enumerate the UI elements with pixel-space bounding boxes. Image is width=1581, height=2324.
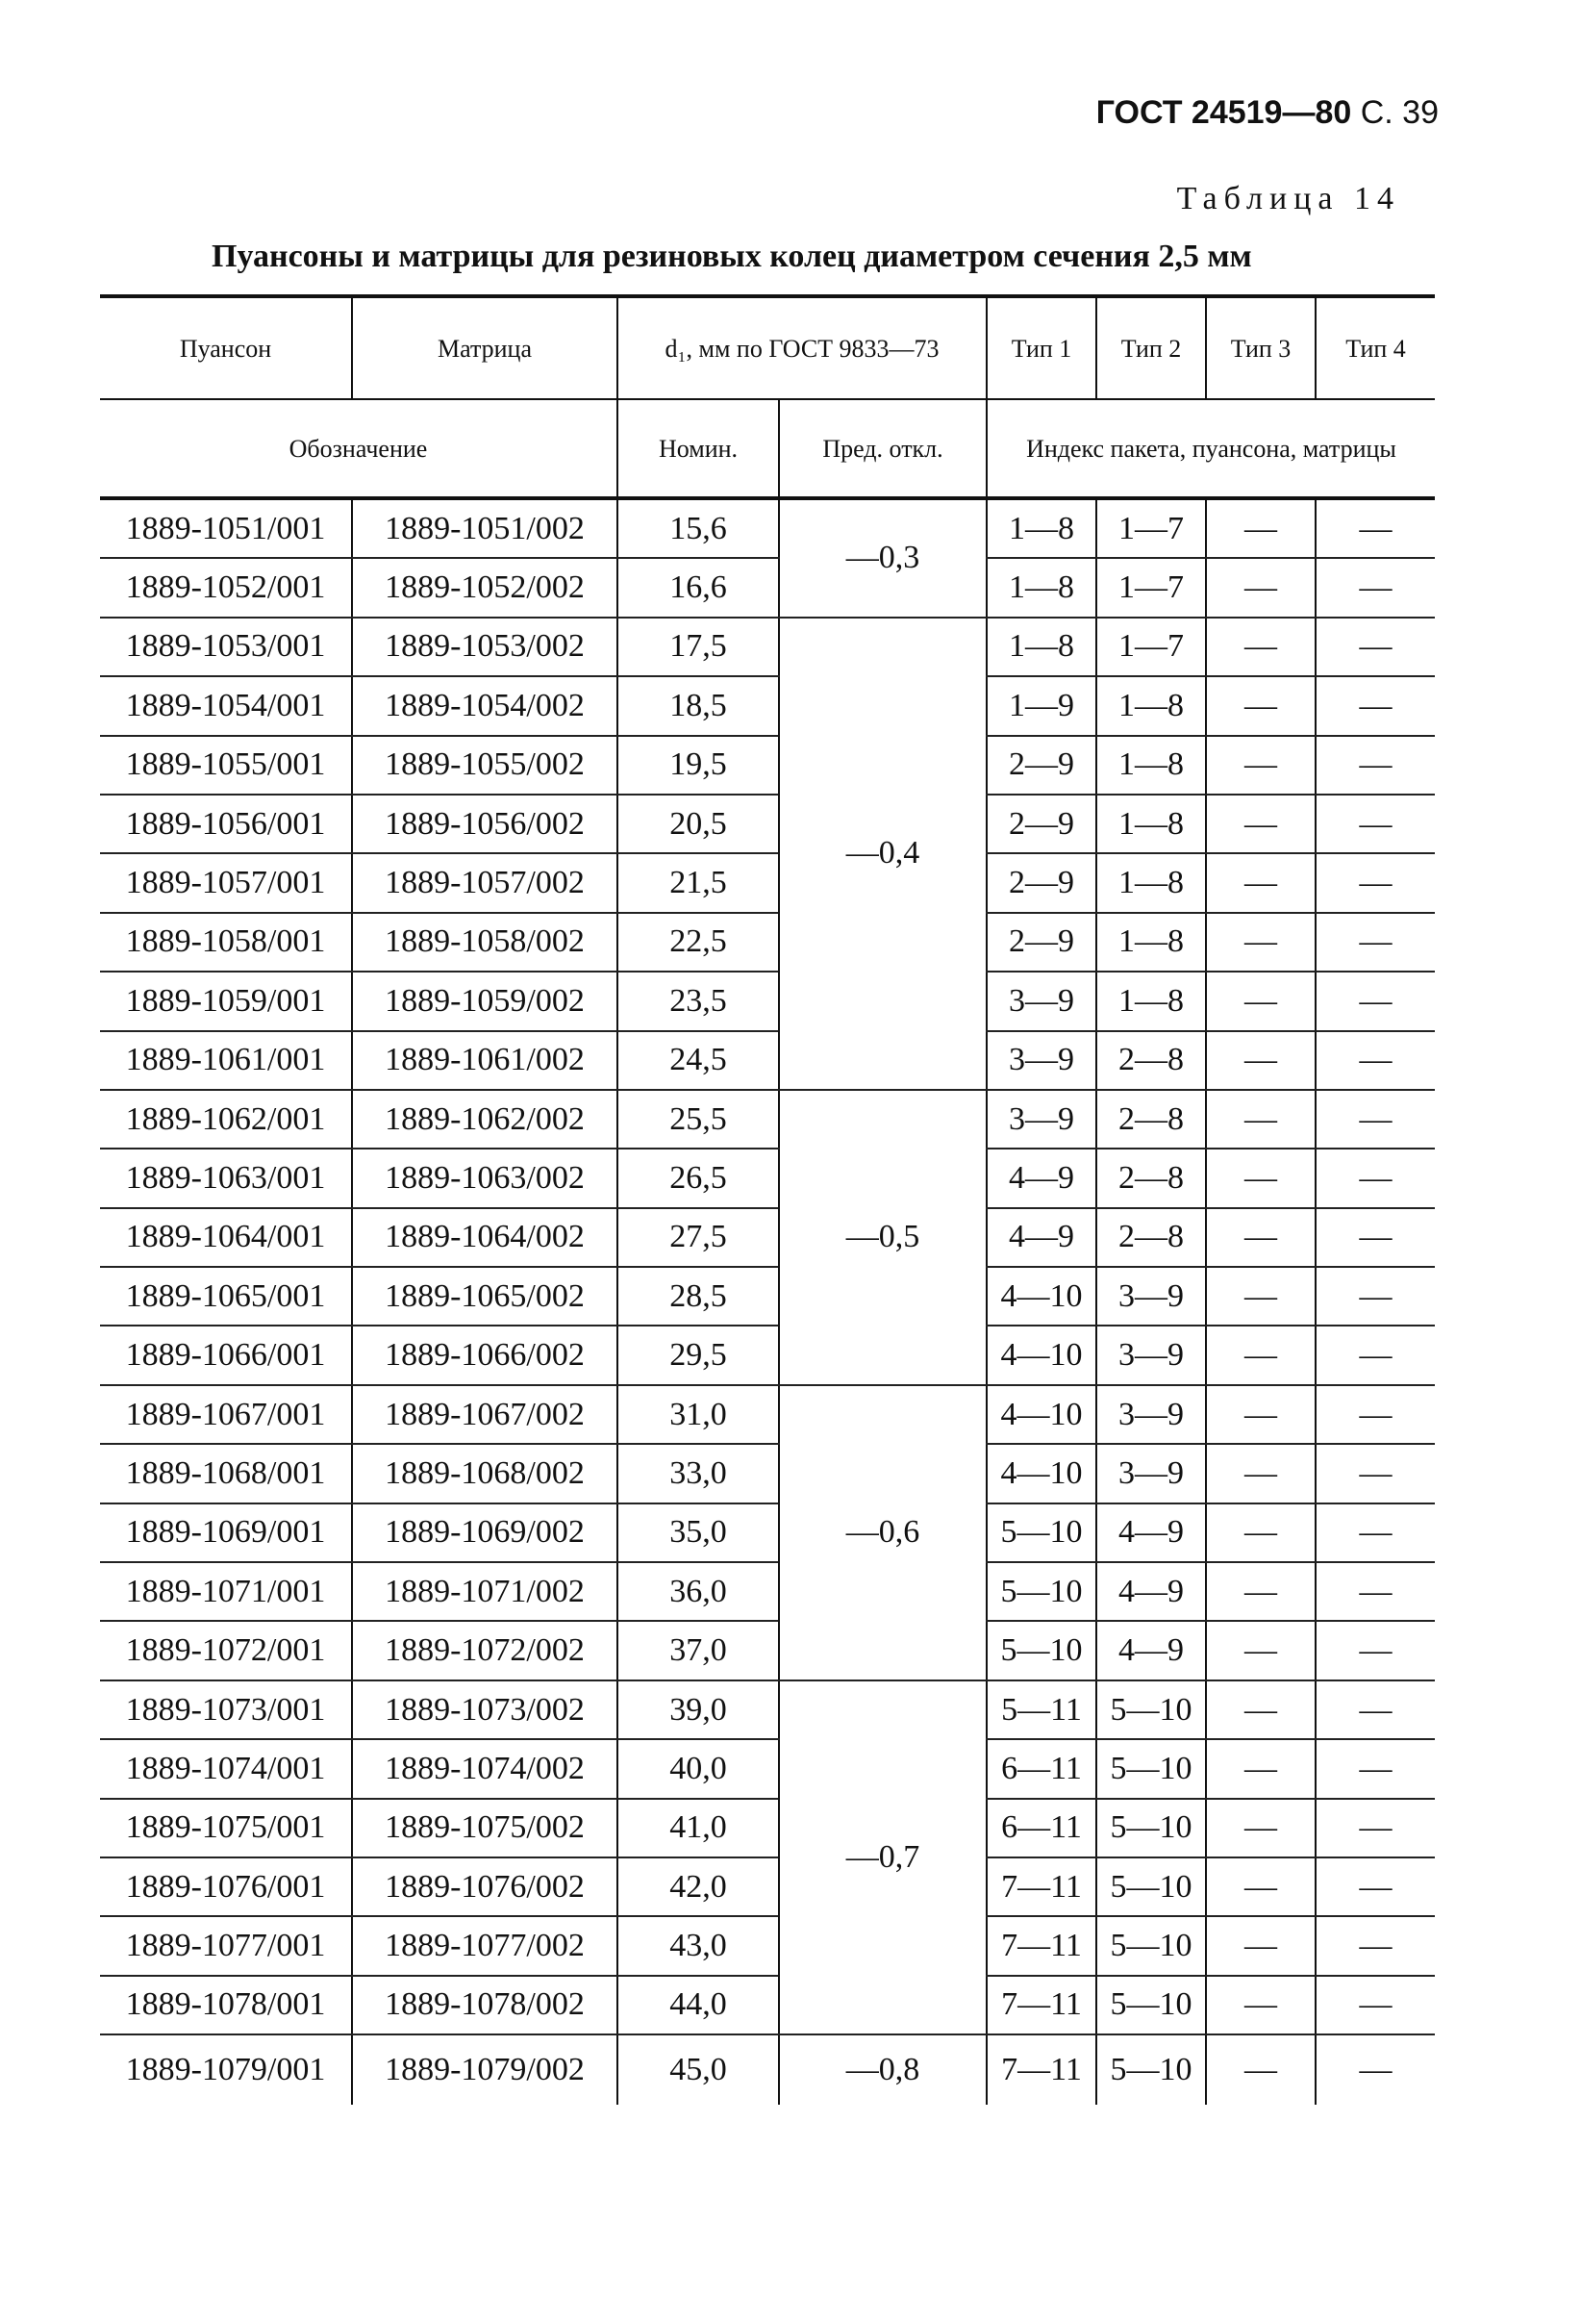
type3-cell: — <box>1206 1031 1316 1090</box>
table-row <box>100 795 1435 853</box>
type2-cell: 5—10 <box>1096 1799 1206 1857</box>
nominal-cell: 23,5 <box>617 972 779 1030</box>
type4-cell: — <box>1316 1739 1435 1798</box>
table-row <box>100 1090 1435 1149</box>
nominal-cell: 26,5 <box>617 1149 779 1207</box>
punch-cell: 1889-1077/001 <box>100 1916 352 1975</box>
deviation-cell: —0,5 <box>779 1090 987 1385</box>
nominal-cell: 40,0 <box>617 1739 779 1798</box>
col-type3: Тип 3 <box>1206 296 1316 399</box>
col-type4: Тип 4 <box>1316 296 1435 399</box>
table-row <box>100 972 1435 1030</box>
die-cell: 1889-1076/002 <box>352 1857 617 1916</box>
type4-cell: — <box>1316 1326 1435 1384</box>
nominal-cell: 43,0 <box>617 1916 779 1975</box>
punch-cell: 1889-1054/001 <box>100 676 352 735</box>
type3-cell: — <box>1206 2034 1316 2105</box>
col-type1: Тип 1 <box>987 296 1096 399</box>
type1-cell: 5—11 <box>987 1680 1096 1739</box>
punch-cell: 1889-1071/001 <box>100 1562 352 1621</box>
type3-cell: — <box>1206 558 1316 617</box>
table-row <box>100 2034 1435 2105</box>
type3-cell: — <box>1206 1267 1316 1326</box>
type3-cell: — <box>1206 913 1316 972</box>
col-designation: Обозначение <box>100 399 617 498</box>
col-type2: Тип 2 <box>1096 296 1206 399</box>
punch-die-table <box>100 294 1435 2105</box>
table-row <box>100 1444 1435 1503</box>
type3-cell: — <box>1206 1799 1316 1857</box>
table-row <box>100 1799 1435 1857</box>
die-cell: 1889-1059/002 <box>352 972 617 1030</box>
type2-cell: 1—7 <box>1096 498 1206 558</box>
die-cell: 1889-1064/002 <box>352 1208 617 1267</box>
deviation-cell: —0,7 <box>779 1680 987 2034</box>
type1-cell: 3—9 <box>987 972 1096 1030</box>
type2-cell: 1—8 <box>1096 795 1206 853</box>
die-cell: 1889-1051/002 <box>352 498 617 558</box>
nominal-cell: 31,0 <box>617 1385 779 1444</box>
type3-cell: — <box>1206 1976 1316 2034</box>
table-row <box>100 1680 1435 1739</box>
die-cell: 1889-1072/002 <box>352 1621 617 1680</box>
type3-cell: — <box>1206 1503 1316 1562</box>
type2-cell: 3—9 <box>1096 1444 1206 1503</box>
type3-cell: — <box>1206 676 1316 735</box>
type2-cell: 1—8 <box>1096 736 1206 795</box>
nominal-cell: 16,6 <box>617 558 779 617</box>
die-cell: 1889-1063/002 <box>352 1149 617 1207</box>
nominal-cell: 35,0 <box>617 1503 779 1562</box>
die-cell: 1889-1057/002 <box>352 853 617 912</box>
punch-cell: 1889-1068/001 <box>100 1444 352 1503</box>
table-number: Таблица 14 <box>1176 181 1400 216</box>
type1-cell: 2—9 <box>987 913 1096 972</box>
nominal-cell: 19,5 <box>617 736 779 795</box>
type1-cell: 7—11 <box>987 1857 1096 1916</box>
type1-cell: 2—9 <box>987 795 1096 853</box>
type1-cell: 4—10 <box>987 1385 1096 1444</box>
type1-cell: 2—9 <box>987 853 1096 912</box>
type3-cell: — <box>1206 618 1316 676</box>
punch-cell: 1889-1078/001 <box>100 1976 352 2034</box>
punch-cell: 1889-1075/001 <box>100 1799 352 1857</box>
type3-cell: — <box>1206 795 1316 853</box>
table-row <box>100 558 1435 617</box>
col-die: Матрица <box>352 296 617 399</box>
nominal-cell: 41,0 <box>617 1799 779 1857</box>
type3-cell: — <box>1206 1562 1316 1621</box>
die-cell: 1889-1053/002 <box>352 618 617 676</box>
punch-cell: 1889-1064/001 <box>100 1208 352 1267</box>
punch-cell: 1889-1052/001 <box>100 558 352 617</box>
nominal-cell: 20,5 <box>617 795 779 853</box>
type1-cell: 6—11 <box>987 1799 1096 1857</box>
type2-cell: 2—8 <box>1096 1208 1206 1267</box>
type1-cell: 5—10 <box>987 1621 1096 1680</box>
punch-cell: 1889-1079/001 <box>125 2052 326 2088</box>
die-cell: 1889-1068/002 <box>352 1444 617 1503</box>
punch-cell: 1889-1067/001 <box>100 1385 352 1444</box>
punch-cell: 1889-1069/001 <box>100 1503 352 1562</box>
punch-cell: 1889-1074/001 <box>100 1739 352 1798</box>
type1-cell: 1—9 <box>987 676 1096 735</box>
table-row <box>100 498 1435 558</box>
type2-cell: 5—10 <box>1096 1976 1206 2034</box>
table-row <box>100 853 1435 912</box>
type2-cell: 3—9 <box>1096 1385 1206 1444</box>
type3-cell: — <box>1206 1444 1316 1503</box>
die-cell: 1889-1067/002 <box>352 1385 617 1444</box>
type4-cell: — <box>1316 913 1435 972</box>
type2-cell: 3—9 <box>1096 1267 1206 1326</box>
die-cell: 1889-1073/002 <box>352 1680 617 1739</box>
nominal-cell: 21,5 <box>617 853 779 912</box>
type4-cell: — <box>1316 736 1435 795</box>
table-caption: Пуансоны и матрицы для резиновых колец диаметром сечения 2,5 мм <box>212 239 1252 274</box>
type2-cell: 5—10 <box>1096 1680 1206 1739</box>
col-nominal: Номин. <box>617 399 779 498</box>
table-row <box>100 1031 1435 1090</box>
table-row <box>100 1267 1435 1326</box>
type2-cell: 5—10 <box>1096 1916 1206 1975</box>
type3-cell: — <box>1206 736 1316 795</box>
nominal-cell: 17,5 <box>617 618 779 676</box>
nominal-cell: 36,0 <box>617 1562 779 1621</box>
type1-cell: 1—8 <box>987 498 1096 558</box>
punch-cell: 1889-1053/001 <box>100 618 352 676</box>
punch-cell: 1889-1057/001 <box>100 853 352 912</box>
punch-cell: 1889-1072/001 <box>100 1621 352 1680</box>
type1-cell: 5—10 <box>987 1503 1096 1562</box>
type3-cell: — <box>1206 1090 1316 1149</box>
type4-cell: — <box>1316 1562 1435 1621</box>
type1-cell: 1—8 <box>987 558 1096 617</box>
type2-cell: 5—10 <box>1096 1857 1206 1916</box>
type2-cell: 4—9 <box>1096 1562 1206 1621</box>
col-d1: d₁, мм по ГОСТ 9833—73 <box>617 296 987 399</box>
type2-cell: 2—8 <box>1096 1031 1206 1090</box>
type2-cell: 1—8 <box>1096 972 1206 1030</box>
deviation-cell: —0,4 <box>779 618 987 1090</box>
type2-cell: 2—8 <box>1096 1149 1206 1207</box>
die-cell: 1889-1071/002 <box>352 1562 617 1621</box>
type3-cell: — <box>1206 498 1316 558</box>
die-cell: 1889-1061/002 <box>352 1031 617 1090</box>
type3-cell: — <box>1206 1385 1316 1444</box>
deviation-cell: —0,3 <box>779 498 987 618</box>
page-number: С. 39 <box>1360 94 1439 131</box>
page-header <box>1096 94 1439 132</box>
die-cell: 1889-1052/002 <box>352 558 617 617</box>
punch-cell: 1889-1051/001 <box>100 498 352 558</box>
deviation-cell: —0,6 <box>779 1385 987 1680</box>
type3-cell: — <box>1206 1208 1316 1267</box>
type4-cell: — <box>1316 1031 1435 1090</box>
table-row <box>100 1621 1435 1680</box>
nominal-cell: 33,0 <box>617 1444 779 1503</box>
die-cell: 1889-1066/002 <box>352 1326 617 1384</box>
col-punch: Пуансон <box>100 296 352 399</box>
type4-cell: — <box>1316 1267 1435 1326</box>
type3-cell: — <box>1206 1149 1316 1207</box>
type2-cell: 1—8 <box>1096 913 1206 972</box>
table-row <box>100 676 1435 735</box>
type1-cell: 4—10 <box>987 1326 1096 1384</box>
type4-cell: — <box>1316 1385 1435 1444</box>
die-cell: 1889-1065/002 <box>352 1267 617 1326</box>
nominal-cell: 29,5 <box>617 1326 779 1384</box>
type2-cell: 2—8 <box>1096 1090 1206 1149</box>
nominal-cell: 45,0 <box>617 2034 779 2105</box>
type4-cell: — <box>1316 1149 1435 1207</box>
type4-cell: — <box>1316 972 1435 1030</box>
type1-cell: 7—11 <box>987 2034 1096 2105</box>
type4-cell: — <box>1316 1680 1435 1739</box>
punch-cell: 1889-1062/001 <box>100 1090 352 1149</box>
type4-cell: — <box>1316 1090 1435 1149</box>
type4-cell: — <box>1316 498 1435 558</box>
type1-cell: 7—11 <box>987 1916 1096 1975</box>
die-cell: 1889-1078/002 <box>352 1976 617 2034</box>
nominal-cell: 15,6 <box>617 498 779 558</box>
nominal-cell: 39,0 <box>617 1680 779 1739</box>
punch-cell: 1889-1065/001 <box>100 1267 352 1326</box>
table-row <box>100 1385 1435 1444</box>
die-cell: 1889-1058/002 <box>352 913 617 972</box>
nominal-cell: 25,5 <box>617 1090 779 1149</box>
type4-cell: — <box>1316 1916 1435 1975</box>
die-cell: 1889-1069/002 <box>352 1503 617 1562</box>
nominal-cell: 28,5 <box>617 1267 779 1326</box>
table-row <box>100 736 1435 795</box>
table-row <box>100 1562 1435 1621</box>
table-row <box>100 618 1435 676</box>
table-row <box>100 1976 1435 2034</box>
punch-cell: 1889-1061/001 <box>100 1031 352 1090</box>
type4-cell: — <box>1316 853 1435 912</box>
type2-cell: 3—9 <box>1096 1326 1206 1384</box>
table-row <box>100 1326 1435 1384</box>
type3-cell: — <box>1206 1680 1316 1739</box>
type4-cell: — <box>1316 618 1435 676</box>
type3-cell: — <box>1206 1326 1316 1384</box>
type4-cell: — <box>1316 1444 1435 1503</box>
type4-cell: — <box>1316 1503 1435 1562</box>
type4-cell: — <box>1316 1976 1435 2034</box>
type2-cell: 1—8 <box>1096 676 1206 735</box>
punch-cell: 1889-1058/001 <box>100 913 352 972</box>
die-cell: 1889-1054/002 <box>352 676 617 735</box>
type3-cell: — <box>1206 1857 1316 1916</box>
type3-cell: — <box>1206 853 1316 912</box>
type4-cell: — <box>1316 558 1435 617</box>
die-cell: 1889-1075/002 <box>352 1799 617 1857</box>
die-cell: 1889-1055/002 <box>352 736 617 795</box>
die-cell: 1889-1074/002 <box>352 1739 617 1798</box>
nominal-cell: 44,0 <box>617 1976 779 2034</box>
type4-cell: — <box>1316 2034 1435 2105</box>
type4-cell: — <box>1316 1799 1435 1857</box>
type2-cell: 1—8 <box>1096 853 1206 912</box>
nominal-cell: 24,5 <box>617 1031 779 1090</box>
die-cell: 1889-1079/002 <box>352 2034 617 2105</box>
punch-cell: 1889-1056/001 <box>100 795 352 853</box>
type1-cell: 6—11 <box>987 1739 1096 1798</box>
nominal-cell: 27,5 <box>617 1208 779 1267</box>
type3-cell: — <box>1206 1916 1316 1975</box>
type1-cell: 3—9 <box>987 1090 1096 1149</box>
table-row <box>100 1208 1435 1267</box>
type4-cell: — <box>1316 1621 1435 1680</box>
table-row <box>100 1916 1435 1975</box>
type1-cell: 4—10 <box>987 1267 1096 1326</box>
nominal-cell: 18,5 <box>617 676 779 735</box>
col-index: Индекс пакета, пуансона, матрицы <box>987 399 1435 498</box>
type3-cell: — <box>1206 972 1316 1030</box>
type2-cell: 5—10 <box>1096 1739 1206 1798</box>
type3-cell: — <box>1206 1621 1316 1680</box>
type2-cell: 5—10 <box>1096 2034 1206 2105</box>
table-row <box>100 1857 1435 1916</box>
table-body <box>100 498 1435 2105</box>
die-cell: 1889-1056/002 <box>352 795 617 853</box>
punch-cell: 1889-1076/001 <box>100 1857 352 1916</box>
type4-cell: — <box>1316 1857 1435 1916</box>
type2-cell: 1—7 <box>1096 618 1206 676</box>
type1-cell: 2—9 <box>987 736 1096 795</box>
nominal-cell: 42,0 <box>617 1857 779 1916</box>
type3-cell: — <box>1206 1739 1316 1798</box>
table-row <box>100 913 1435 972</box>
type1-cell: 3—9 <box>987 1031 1096 1090</box>
col-deviation: Пред. откл. <box>779 399 987 498</box>
type4-cell: — <box>1316 676 1435 735</box>
type1-cell: 5—10 <box>987 1562 1096 1621</box>
type1-cell: 1—8 <box>987 618 1096 676</box>
deviation-cell: —0,8 <box>779 2034 987 2105</box>
punch-cell: 1889-1055/001 <box>100 736 352 795</box>
type1-cell: 7—11 <box>987 1976 1096 2034</box>
type2-cell: 1—7 <box>1096 558 1206 617</box>
type1-cell: 4—9 <box>987 1208 1096 1267</box>
type1-cell: 4—10 <box>987 1444 1096 1503</box>
punch-cell: 1889-1059/001 <box>100 972 352 1030</box>
punch-cell: 1889-1073/001 <box>100 1680 352 1739</box>
die-cell: 1889-1062/002 <box>352 1090 617 1149</box>
type4-cell: — <box>1316 1208 1435 1267</box>
table-row <box>100 1739 1435 1798</box>
die-cell: 1889-1077/002 <box>352 1916 617 1975</box>
punch-cell: 1889-1063/001 <box>100 1149 352 1207</box>
table-row <box>100 1149 1435 1207</box>
standard-number: ГОСТ 24519—80 <box>1095 94 1352 131</box>
type1-cell: 4—9 <box>987 1149 1096 1207</box>
type2-cell: 4—9 <box>1096 1621 1206 1680</box>
table-row <box>100 1503 1435 1562</box>
nominal-cell: 37,0 <box>617 1621 779 1680</box>
punch-cell: 1889-1066/001 <box>100 1326 352 1384</box>
type2-cell: 4—9 <box>1096 1503 1206 1562</box>
nominal-cell: 22,5 <box>617 913 779 972</box>
type4-cell: — <box>1316 795 1435 853</box>
